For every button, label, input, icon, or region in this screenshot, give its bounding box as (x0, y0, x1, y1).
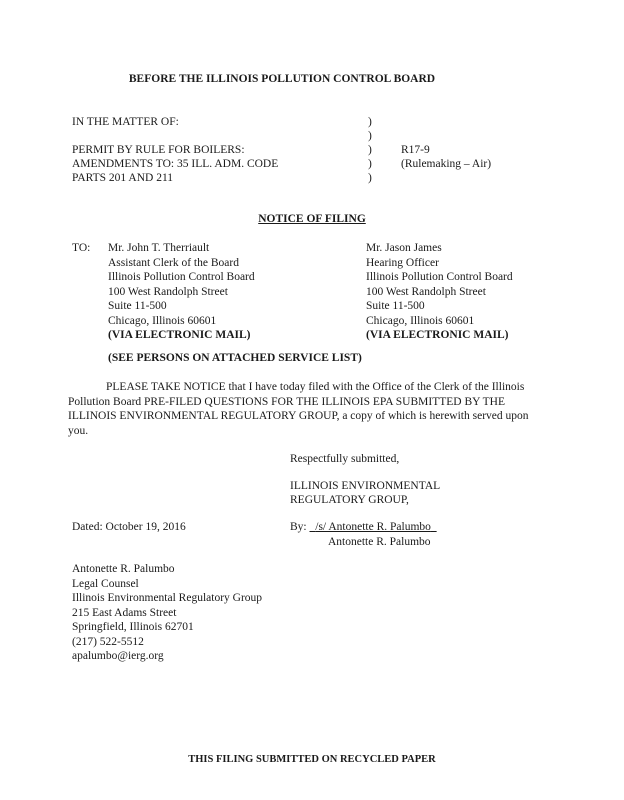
caption-line-3: PARTS 201 AND 211 (72, 172, 174, 184)
org-name-line-1: ILLINOIS ENVIRONMENTAL (290, 480, 441, 492)
docket-type: (Rulemaking – Air) (401, 158, 492, 170)
contact-street: 215 East Adams Street (72, 606, 177, 619)
matter-of-label: IN THE MATTER OF: (72, 116, 179, 128)
delivery-method: (VIA ELECTRONIC MAIL) (108, 329, 251, 341)
address-line: Illinois Pollution Control Board (108, 271, 255, 283)
bracket: ) (368, 116, 372, 128)
address-line: 100 West Randolph Street (366, 285, 486, 298)
recipient-hearing-officer (366, 241, 513, 343)
address-line: Mr. John T. Therriault (108, 242, 210, 254)
address-line: Mr. Jason James (366, 242, 442, 254)
address-line: Chicago, Illinois 60601 (366, 314, 475, 327)
bracket: ) (368, 158, 372, 170)
bracket: ) (368, 172, 372, 184)
address-line: 100 West Randolph Street (108, 285, 228, 298)
contact-title: Legal Counsel (72, 577, 139, 590)
address-line: Suite 11-500 (366, 300, 425, 312)
respectfully-submitted: Respectfully submitted, (290, 453, 400, 465)
contact-phone: (217) 522-5512 (72, 635, 144, 648)
attorney-contact (72, 562, 262, 664)
contact-org: Illinois Environmental Regulatory Group (72, 592, 263, 604)
electronic-signature: /s/ Antonette R. Palumbo (315, 521, 431, 533)
org-name-line-2: REGULATORY GROUP, (290, 494, 409, 506)
to-label: TO: (72, 242, 91, 254)
caption-line-2: AMENDMENTS TO: 35 ILL. ADM. CODE (72, 158, 279, 170)
date-line: Dated: October 19, 2016 (72, 521, 186, 533)
bracket: ) (368, 130, 372, 142)
recipient-clerk (108, 241, 255, 343)
bracket: ) (368, 144, 372, 156)
docket-number: R17-9 (401, 144, 430, 156)
contact-email: apalumbo@ierg.org (72, 650, 164, 662)
court-title: BEFORE THE ILLINOIS POLLUTION CONTROL BOARD (128, 73, 436, 85)
address-line: Chicago, Illinois 60601 (108, 314, 217, 327)
by-label: By: (290, 521, 307, 533)
service-list-note: (SEE PERSONS ON ATTACHED SERVICE LIST) (108, 352, 362, 364)
notice-title: NOTICE OF FILING (258, 213, 366, 225)
caption-line-1: PERMIT BY RULE FOR BOILERS: (72, 144, 245, 156)
contact-name: Antonette R. Palumbo (72, 563, 175, 575)
address-line: Hearing Officer (366, 256, 439, 269)
address-line: Assistant Clerk of the Board (108, 256, 239, 269)
notice-paragraph: PLEASE TAKE NOTICE that I have today filed with the Office of the Clerk of the Illinois Pollution Board PRE-FILED QUESTIONS FOR THE ILLINOIS EPA SUBMITTED BY THE ILLINOIS ENVIRONMENTAL REGULATORY GROUP, a copy of which is herewith served upon you. (68, 381, 529, 437)
signer-name: Antonette R. Palumbo (328, 536, 431, 548)
signature-line (290, 520, 437, 534)
contact-city: Springfield, Illinois 62701 (72, 621, 194, 633)
delivery-method: (VIA ELECTRONIC MAIL) (366, 329, 509, 341)
address-line: Illinois Pollution Control Board (366, 271, 513, 283)
address-line: Suite 11-500 (108, 300, 167, 312)
recycled-paper-footer: THIS FILING SUBMITTED ON RECYCLED PAPER (188, 754, 436, 765)
